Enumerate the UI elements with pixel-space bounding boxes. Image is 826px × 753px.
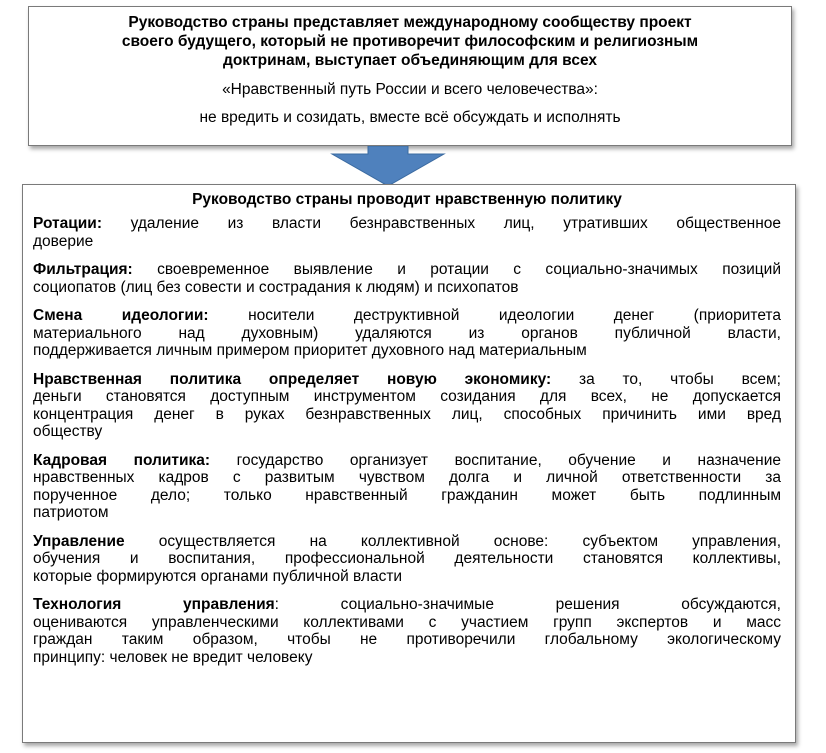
policy-item-text: осуществляется на коллективной основе: субъектом управления,: [124, 532, 781, 550]
policy-item-text: нравственных кадров с развитым чувством долга и личной ответственности за: [33, 469, 781, 486]
policy-item-text: социопатов (лиц без совести и сострадания к людям) и психопатов: [33, 278, 519, 296]
policy-item-text: порученное дело; только нравственный гражданин может быть подлинным: [33, 486, 781, 504]
policy-item-term: Смена идеологии:: [33, 307, 209, 324]
policy-item-text: : социально-значимые решения обсуждаются,: [274, 596, 781, 613]
policy-item: [33, 371, 781, 441]
policy-item-line: [33, 307, 781, 325]
policy-item-line: [33, 487, 781, 505]
policy-item: [33, 261, 781, 296]
policy-item-text: доверие: [33, 232, 94, 250]
policy-item-line: [33, 614, 781, 632]
policy-item: [33, 596, 781, 666]
policy-item-line: [33, 504, 781, 522]
policy-item-term: Технология управления: [33, 596, 275, 613]
moral-path-heading: «Нравственный путь России и всего человечества»:: [222, 81, 598, 98]
policy-item-line: [33, 596, 781, 614]
policy-item-text: поддерживается личным примером приоритет духовного над материальным: [33, 342, 587, 359]
policy-item-text: государство организует воспитание, обучение и назначение: [210, 451, 782, 469]
moral-path-principle: не вредить и созидать, вместе всё обсуждать и исполнять: [199, 109, 621, 126]
policy-item-text: своевременное выявление и ротации с социально-значимых позиций: [132, 261, 781, 278]
policy-item-term: Ротации:: [33, 215, 102, 232]
policy-item: [33, 533, 781, 586]
policy-item-line: [33, 452, 781, 470]
moral-policy-box: [22, 184, 796, 743]
policy-list: [33, 215, 781, 666]
policy-item-line: [33, 550, 781, 568]
policy-item-line: [33, 469, 781, 487]
policy-item-text: принципу: человек не вредит человеку: [33, 648, 313, 666]
policy-item-text: деньги становятся доступным инструментом созидания для всех, не допускается: [33, 388, 781, 405]
policy-item-text: оцениваются управленческими коллективами с участием групп экспертов и масс: [33, 613, 781, 631]
policy-item-text: концентрация денег в руках безнравственных лиц, способных причинить ими вред: [33, 405, 781, 423]
policy-item-line: [33, 261, 781, 279]
policy-item-text: патриотом: [33, 504, 109, 521]
policy-item-text: обществу: [33, 423, 103, 440]
policy-item-line: [33, 533, 781, 551]
policy-item-term: Нравственная политика определяет новую экономику:: [33, 370, 552, 388]
policy-item-line: [33, 388, 781, 406]
policy-item-term: Кадровая политика:: [33, 451, 211, 469]
policy-item-text: удаление из власти безнравственных лиц, утративших общественное: [102, 215, 781, 232]
moral-policy-title: Руководство страны проводит нравственную политику: [192, 191, 622, 208]
policy-item-text: которые формируются органами публичной власти: [33, 567, 403, 585]
policy-item-line: [33, 342, 781, 360]
policy-item: [33, 307, 781, 360]
policy-item-line: [33, 406, 781, 424]
policy-item-line: [33, 233, 781, 251]
policy-item-text: обучения и воспитания, профессиональной деятельности становятся коллективы,: [33, 550, 781, 567]
policy-item-line: [33, 279, 781, 297]
policy-item-line: [33, 423, 781, 441]
policy-item-line: [33, 649, 781, 667]
policy-item-line: [33, 371, 781, 389]
mission-statement-title: [49, 13, 771, 70]
policy-item: [33, 452, 781, 522]
policy-item-term: Управление: [33, 532, 125, 550]
policy-item-term: Фильтрация:: [33, 261, 133, 278]
policy-item-line: [33, 631, 781, 649]
policy-item-text: за то, чтобы всем;: [551, 370, 781, 388]
mission-statement-box: [28, 6, 792, 146]
policy-item-text: материального над духовным) удаляются из органов публичной власти,: [33, 324, 781, 342]
policy-item: [33, 215, 781, 250]
policy-item-text: носители деструктивной идеологии денег (приоритета: [208, 307, 781, 324]
mission-title-line: доктринам, выступает объединяющим для всех: [223, 52, 597, 69]
mission-title-line: Руководство страны представляет международному сообществу проект: [128, 14, 692, 31]
mission-title-line: своего будущего, который не противоречит философским и религиозным: [121, 33, 699, 50]
arrow-down-icon: [328, 146, 448, 186]
policy-item-text: граждан таким образом, чтобы не противоречили глобальному экологическому: [33, 631, 781, 648]
policy-item-line: [33, 568, 781, 586]
policy-item-line: [33, 325, 781, 343]
policy-item-line: [33, 215, 781, 233]
